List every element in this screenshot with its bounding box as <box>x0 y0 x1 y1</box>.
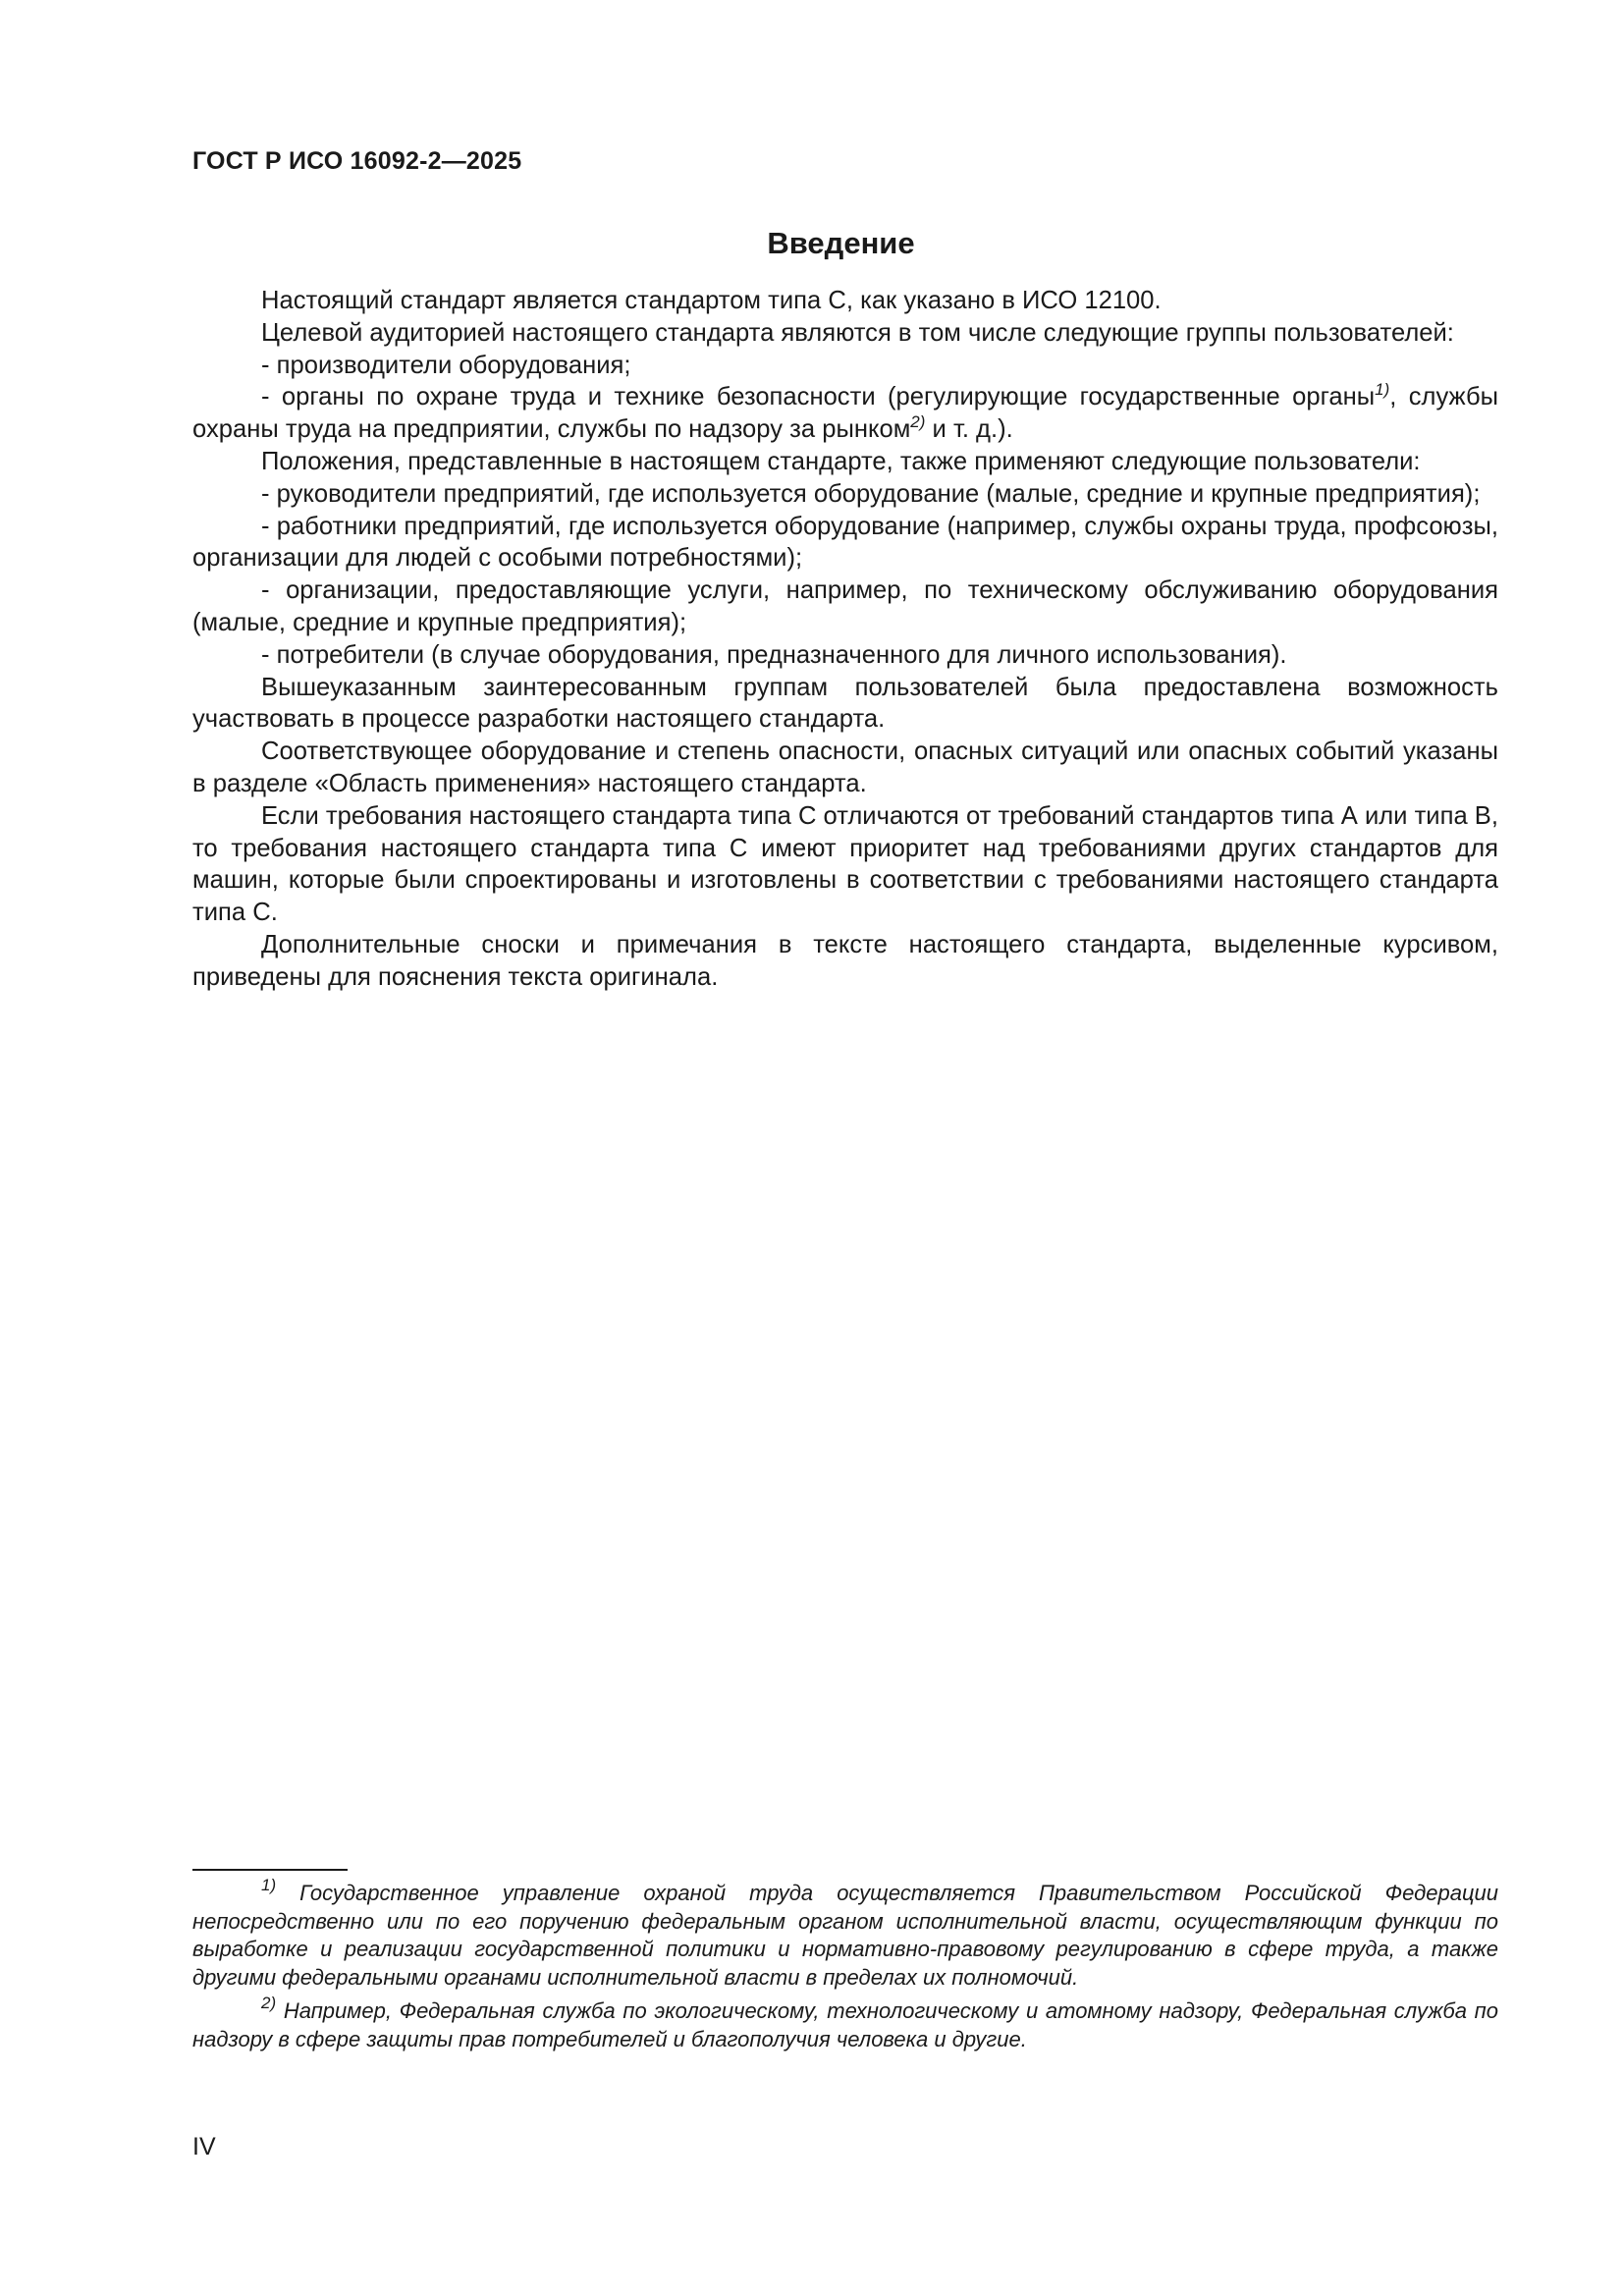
footnote-2 <box>192 1994 1498 2053</box>
paragraph: Дополнительные сноски и примечания в тексте настоящего стандарта, выделенные курсивом, приведены для пояснения текста оригинала. <box>192 930 1498 991</box>
paragraph: Вышеуказанным заинтересованным группам пользователей была предоставлена возможность участвовать в процессе разработки настоящего стандарта. <box>192 673 1498 734</box>
page-number: IV <box>192 2133 216 2160</box>
footnote-marker-1: 1) <box>261 1876 277 1894</box>
footnote-separator <box>192 1869 348 1871</box>
list-item-text: , службы охраны труда на предприятии, службы по надзору за рынком <box>192 383 1499 444</box>
footnotes <box>192 1876 1498 2060</box>
list-item-text: - органы по охране труда и технике безопасности (регулирующие государственные органы <box>261 383 1376 411</box>
list-item: - потребители (в случае оборудования, предназначенного для личного использования). <box>261 640 1287 669</box>
list-item-text: и т. д.). <box>925 415 1013 444</box>
list-item: - производители оборудования; <box>261 351 631 379</box>
paragraph: Соответствующее оборудование и степень опасности, опасных ситуаций или опасных событий указаны в разделе «Область применения» настоящего стандарта. <box>192 738 1498 797</box>
paragraph: Положения, представленные в настоящем стандарте, также применяют следующие пользователи: <box>261 447 1421 475</box>
footnote-ref-1: 1) <box>1375 380 1390 400</box>
footnote-text: Государственное управление охраной труда осуществляется Правительством Российской Федерации непосредственно или по его поручению федеральным органом исполнительной власти, осуществляющим функции по выработке и реализации государственной политики и нормативно-правовому регулированию в сфере труда, а также другими федеральными органами исполнительной власти в пределах их полномочий. <box>192 1881 1498 1990</box>
footnote-ref-2: 2) <box>910 412 926 432</box>
list-item: - организации, предоставляющие услуги, например, по техническому обслуживанию оборудования (малые, средние и крупные предприятия); <box>192 576 1498 636</box>
list-item: - работники предприятий, где используется оборудование (например, службы охраны труда, профсоюзы, организации для людей с особыми потребностями); <box>192 512 1498 573</box>
paragraph: Целевой аудиторией настоящего стандарта являются в том числе следующие группы пользователей: <box>261 318 1454 347</box>
introduction-body <box>192 285 1498 994</box>
standard-number-header: ГОСТ Р ИСО 16092-2—2025 <box>192 147 522 175</box>
footnote-marker-2: 2) <box>261 1994 277 2013</box>
footnote-1 <box>192 1876 1498 1992</box>
footnote-text: Например, Федеральная служба по экологическому, технологическому и атомному надзору, Федеральная служба по надзору в сфере защиты прав потребителей и благополучия человека и другие. <box>192 1998 1498 2051</box>
list-item: - руководители предприятий, где используется оборудование (малые, средние и крупные предприятия); <box>261 479 1481 508</box>
section-title: Введение <box>767 226 915 260</box>
list-item-with-footnote-refs <box>192 381 1498 446</box>
paragraph: Настоящий стандарт является стандартом типа С, как указано в ИСО 12100. <box>261 287 1162 314</box>
paragraph: Если требования настоящего стандарта типа С отличаются от требований стандартов типа А или типа В, то требования настоящего стандарта типа С имеют приоритет над требованиями других стандартов для машин, которые были спроектированы и изготовлены в соответствии с требованиями настоящего стандарта типа С. <box>192 801 1498 927</box>
